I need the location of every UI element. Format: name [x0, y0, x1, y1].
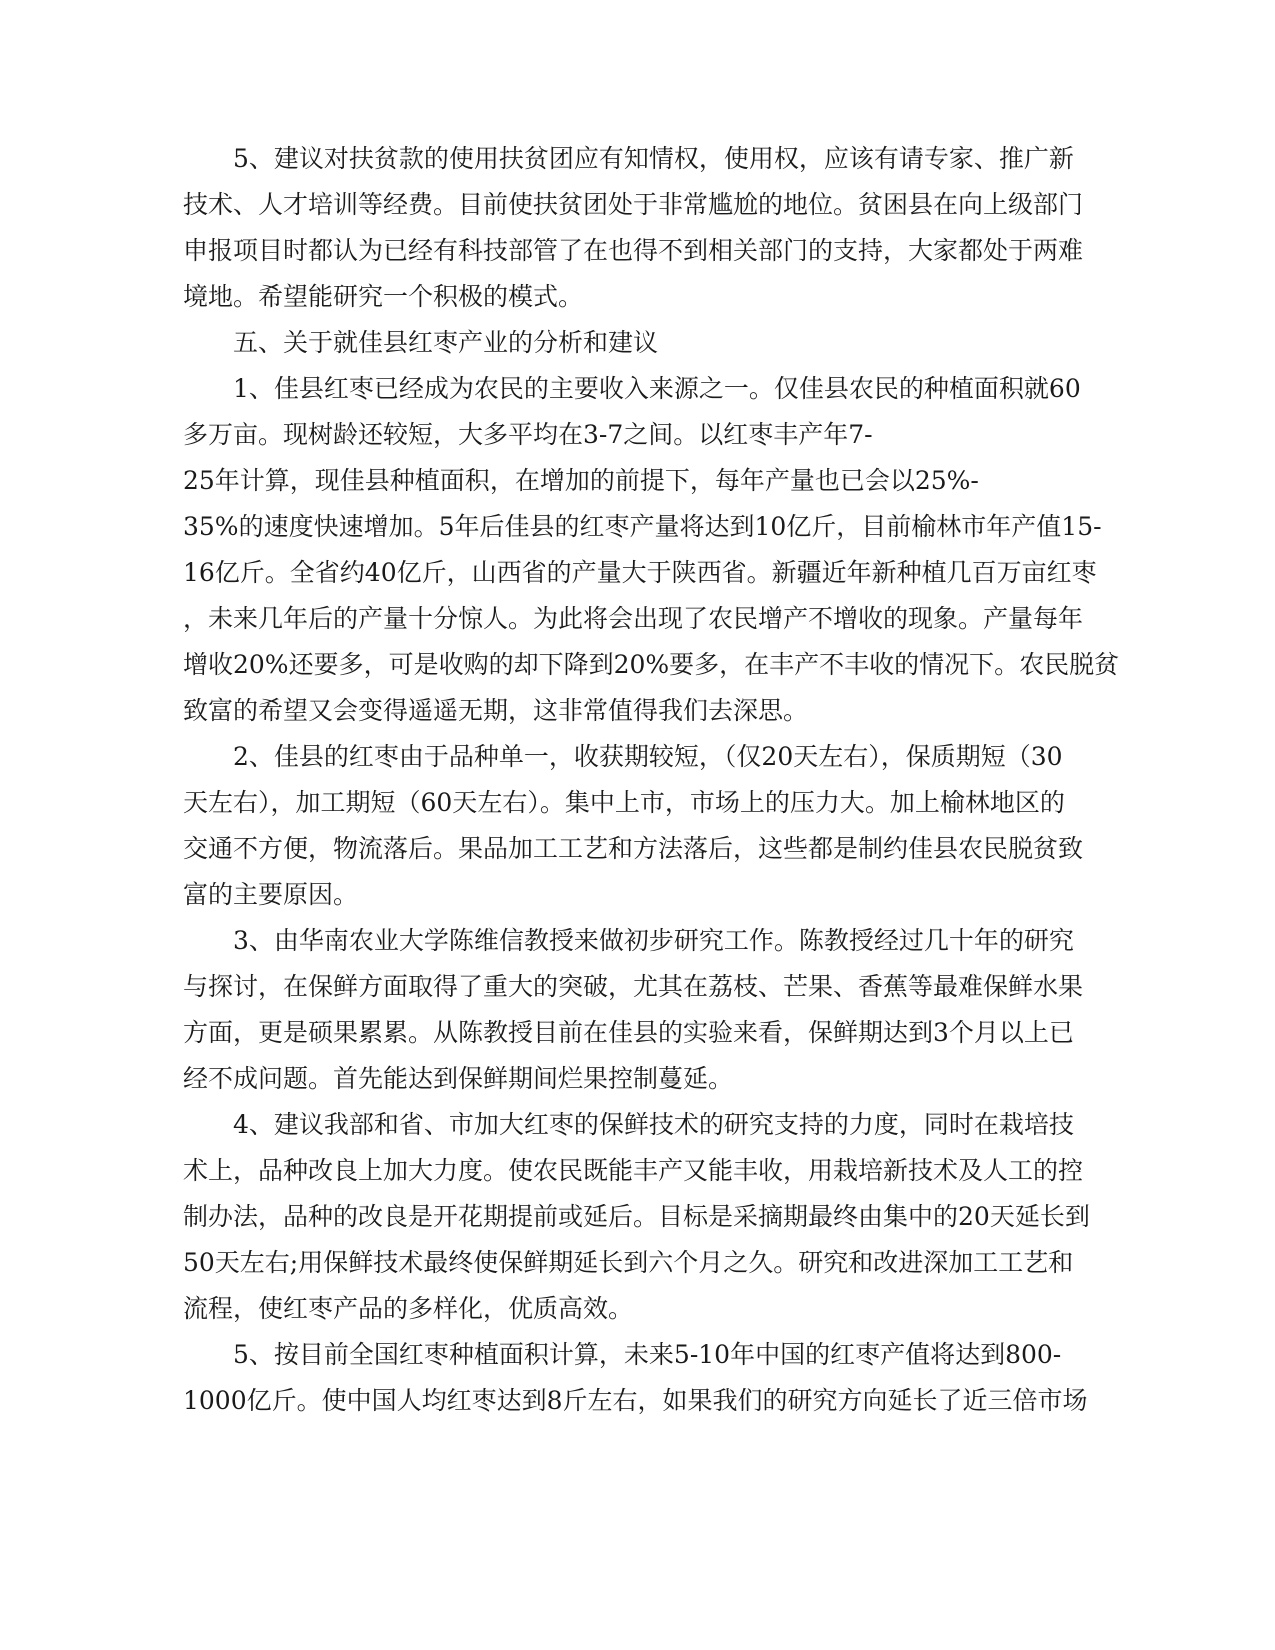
- text-line: 5、按目前全国红枣种植面积计算，未来5-10年中国的红枣产值将达到800-: [233, 1340, 1062, 1369]
- text-line: 50天左右;用保鲜技术最终使保鲜期延长到六个月之久。研究和改进深加工工艺和: [183, 1248, 1074, 1277]
- text-line: 制办法，品种的改良是开花期提前或延后。目标是采摘期最终由集中的20天延长到: [183, 1202, 1090, 1231]
- text-line: 经不成问题。首先能达到保鲜期间烂果控制蔓延。: [183, 1064, 734, 1093]
- text-line: 4、建议我部和省、市加大红枣的保鲜技术的研究支持的力度，同时在栽培技: [233, 1110, 1074, 1139]
- text-line: 交通不方便，物流落后。果品加工工艺和方法落后，这些都是制约佳县农民脱贫致: [183, 834, 1084, 863]
- text-line: 多万亩。现树龄还较短，大多平均在3-7之间。以红枣丰产年7-: [183, 420, 873, 449]
- text-line: 流程，使红枣产品的多样化，优质高效。: [183, 1294, 634, 1323]
- text-line: 技术、人才培训等经费。目前使扶贫团处于非常尴尬的地位。贫困县在向上级部门: [183, 190, 1084, 219]
- text-line: 富的主要原因。: [183, 880, 359, 909]
- text-line: 方面，更是硕果累累。从陈教授目前在佳县的实验来看，保鲜期达到3个月以上已: [183, 1018, 1074, 1047]
- text-line: 35%的速度快速增加。5年后佳县的红枣产量将达到10亿斤，目前榆林市年产值15-: [183, 512, 1102, 541]
- text-line: 增收20%还要多，可是收购的却下降到20%要多，在丰产不丰收的情况下。农民脱贫: [183, 650, 1120, 679]
- section-heading: 五、关于就佳县红枣产业的分析和建议: [233, 328, 659, 357]
- text-line: 16亿斤。全省约40亿斤，山西省的产量大于陕西省。新疆近年新种植几百万亩红枣: [183, 558, 1097, 587]
- text-line: 3、由华南农业大学陈维信教授来做初步研究工作。陈教授经过几十年的研究: [233, 926, 1074, 955]
- text-line: 25年计算，现佳县种植面积，在增加的前提下，每年产量也已会以25%-: [183, 466, 979, 495]
- text-line: 与探讨，在保鲜方面取得了重大的突破，尤其在荔枝、芒果、香蕉等最难保鲜水果: [183, 972, 1084, 1001]
- text-line: 2、佳县的红枣由于品种单一，收获期较短，（仅20天左右），保质期短（30: [233, 742, 1063, 771]
- text-line: 术上，品种改良上加大力度。使农民既能丰产又能丰收，用栽培新技术及人工的控: [183, 1156, 1084, 1185]
- text-line: 5、建议对扶贫款的使用扶贫团应有知情权，使用权，应该有请专家、推广新: [233, 144, 1074, 173]
- text-line: 致富的希望又会变得遥遥无期，这非常值得我们去深思。: [183, 696, 809, 725]
- text-line: ，未来几年后的产量十分惊人。为此将会出现了农民增产不增收的现象。产量每年: [183, 604, 1084, 633]
- text-line: 1000亿斤。使中国人均红枣达到8斤左右，如果我们的研究方向延长了近三倍市场: [183, 1386, 1088, 1415]
- text-line: 天左右），加工期短（60天左右）。集中上市，市场上的压力大。加上榆林地区的: [183, 788, 1065, 817]
- text-line: 境地。希望能研究一个积极的模式。: [183, 282, 584, 311]
- text-line: 1、佳县红枣已经成为农民的主要收入来源之一。仅佳县农民的种植面积就60: [233, 374, 1081, 403]
- text-line: 申报项目时都认为已经有科技部管了在也得不到相关部门的支持，大家都处于两难: [183, 236, 1084, 265]
